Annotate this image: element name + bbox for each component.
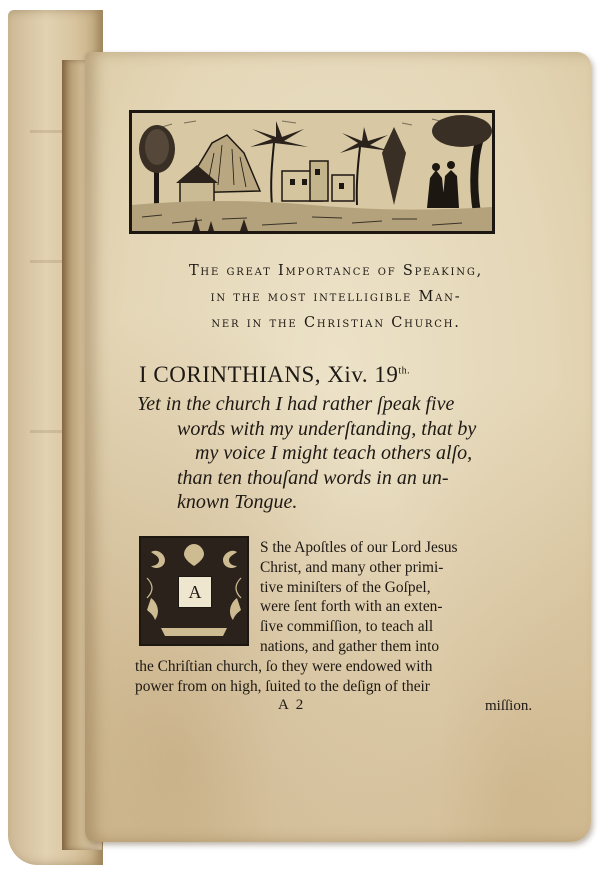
catchword: miſſion. xyxy=(485,698,533,714)
book-page xyxy=(85,52,591,842)
verse-line: than ten thouſand words in an un- xyxy=(177,466,449,489)
verse-quotation xyxy=(137,392,567,515)
body-line: Christ, and many other primi- xyxy=(260,558,444,576)
scripture-reference xyxy=(139,362,410,388)
body-line: tive miniſters of the Goſpel, xyxy=(260,578,431,596)
signature-mark: A 2 xyxy=(278,697,306,713)
title-line-1: The great Importance of Speaking, xyxy=(188,263,484,279)
woodcut-landscape-illustration xyxy=(129,110,495,234)
title-block xyxy=(105,258,567,336)
verse-line: my voice I might teach others alſo, xyxy=(195,442,473,464)
book-name: I CORINTHIANS, xyxy=(139,362,322,387)
body-line: the Chriſtian church, ſo they were endowed with xyxy=(135,657,433,675)
body-line: nations, and gather them into xyxy=(260,637,440,655)
body-line: power from on high, ſuited to the deſign of their xyxy=(135,677,430,695)
body-line: S the Apoſtles of our Lord Jesus xyxy=(260,539,458,556)
body-line: were ſent forth with an exten- xyxy=(260,598,443,616)
body-line: ſive commiſſion, to teach all xyxy=(260,618,434,636)
verse-line: Yet in the church I had rather ſpeak five xyxy=(137,393,455,415)
ordinal-suffix: th. xyxy=(398,365,411,377)
woodcut-image xyxy=(132,113,492,231)
verse-line: known Tongue. xyxy=(177,491,298,513)
verse-line: words with my underſtanding, that by xyxy=(177,417,477,440)
dropcap-letter: A xyxy=(178,576,212,608)
body-paragraph xyxy=(135,538,547,696)
title-line-2: in the most intelligible Man- xyxy=(210,289,462,305)
chapter-verse: Xiv. 19 xyxy=(327,362,399,387)
title-line-3: ner in the Christian Church. xyxy=(211,315,461,331)
